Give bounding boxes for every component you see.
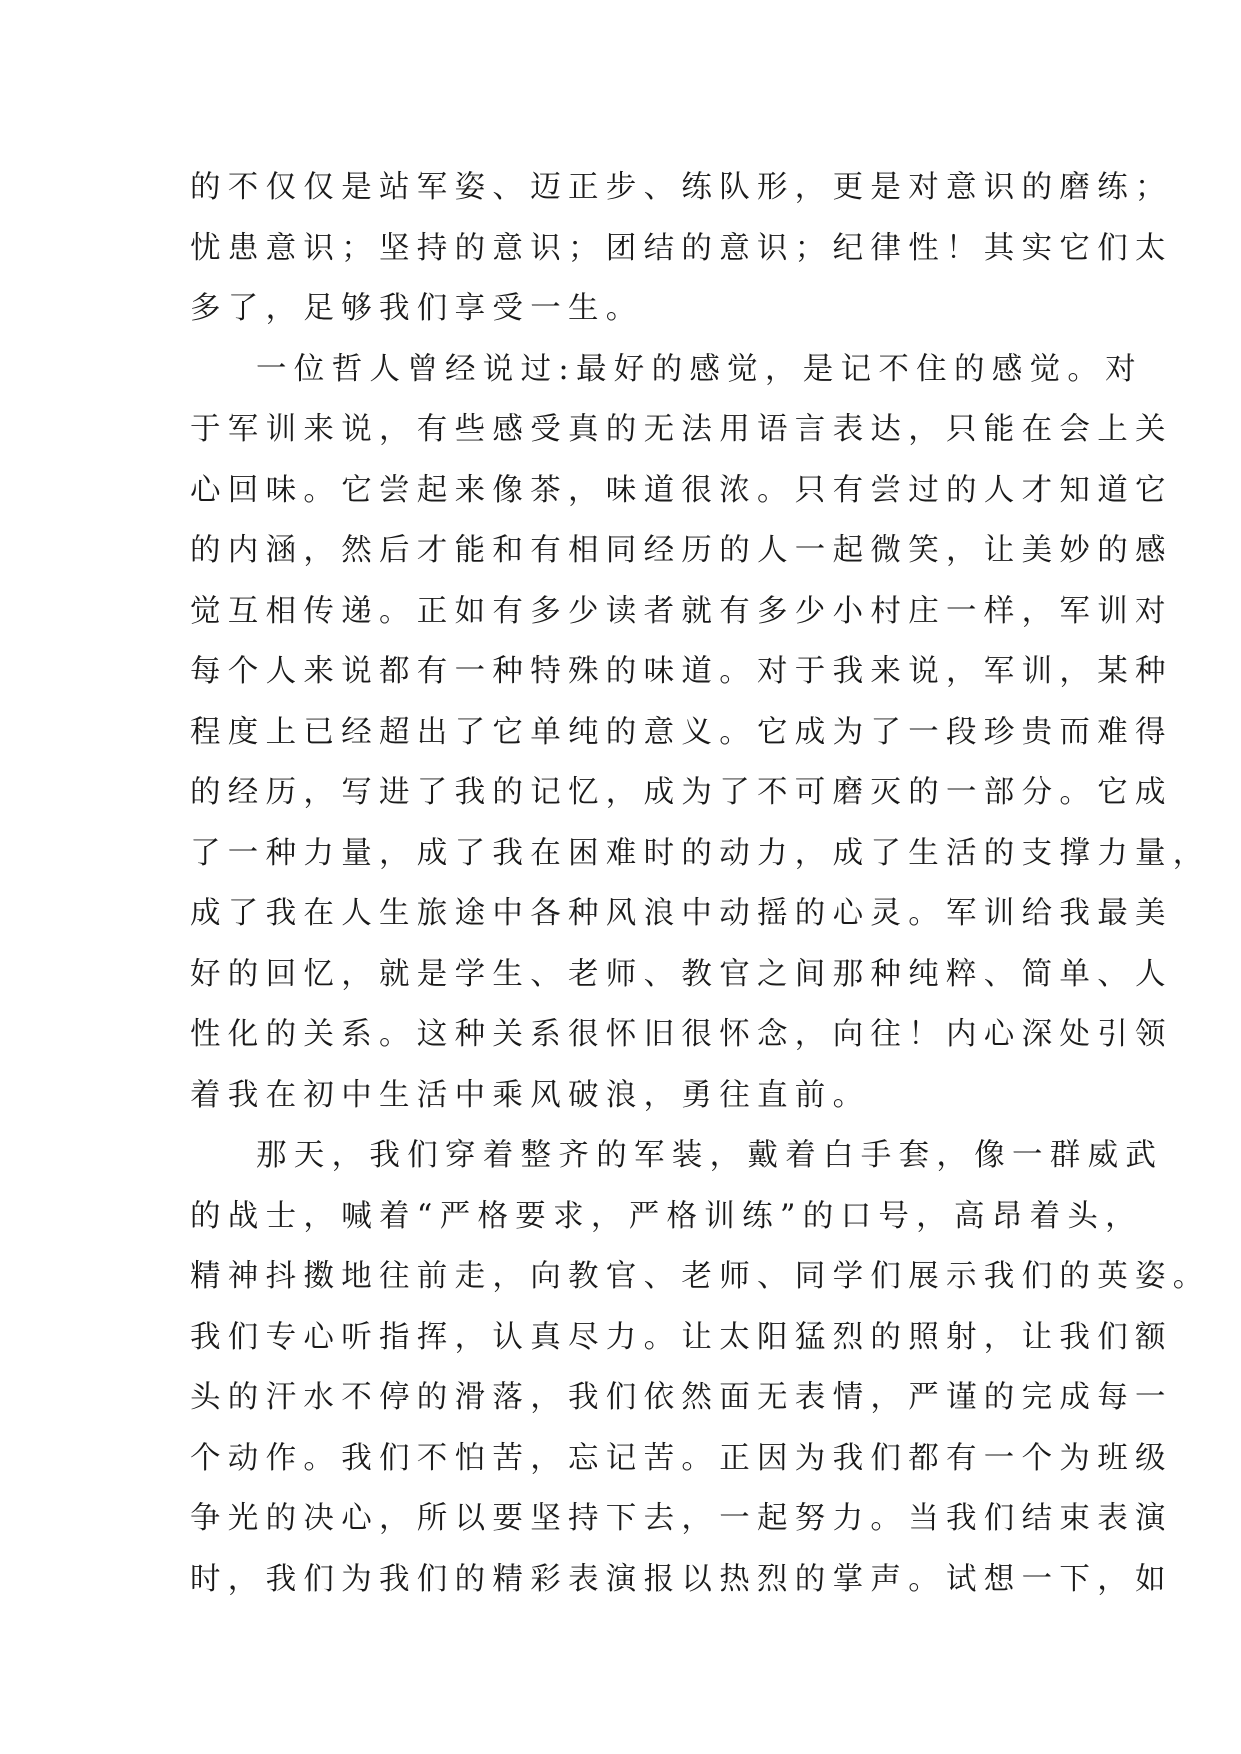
paragraph-first-line: 那天，我们穿着整齐的军装，戴着白手套，像一群威武	[256, 1138, 1164, 1173]
text-line: 的内涵，然后才能和有相同经历的人一起微笑，让美妙的感	[190, 533, 1173, 568]
text-line: 着我在初中生活中乘风破浪，勇往直前。	[190, 1077, 871, 1113]
text-line: 于军训来说，有些感受真的无法用语言表达，只能在会上关	[190, 412, 1173, 447]
text-line: 争光的决心，所以要坚持下去，一起努力。当我们结束表演	[190, 1501, 1173, 1536]
paragraph-first-line: 一位哲人曾经说过:最好的感觉，是记不住的感觉。对	[256, 351, 1143, 387]
text-line: 我们专心听指挥，认真尽力。让太阳猛烈的照射，让我们额	[190, 1319, 1173, 1355]
text-line: 的经历，写进了我的记忆，成为了不可磨灭的一部分。它成	[190, 775, 1173, 810]
text-line: 了一种力量，成了我在困难时的动力，成了生活的支撑力量，	[190, 835, 1211, 871]
text-line: 多了，足够我们享受一生。	[190, 291, 644, 326]
text-line: 程度上已经超出了它单纯的意义。它成为了一段珍贵而难得	[190, 714, 1173, 750]
text-line: 时，我们为我们的精彩表演报以热烈的掌声。试想一下，如	[190, 1561, 1173, 1597]
text-line: 觉互相传递。正如有多少读者就有多少小村庄一样，军训对	[190, 593, 1173, 629]
text-line: 精神抖擞地往前走，向教官、老师、同学们展示我们的英姿。	[190, 1259, 1211, 1294]
text-line: 好的回忆，就是学生、老师、教官之间那种纯粹、简单、人	[190, 956, 1173, 992]
text-line: 成了我在人生旅途中各种风浪中动摇的心灵。军训给我最美	[190, 896, 1173, 931]
text-line: 性化的关系。这种关系很怀旧很怀念，向往！内心深处引领	[190, 1017, 1173, 1052]
text-line: 的不仅仅是站军姿、迈正步、练队形，更是对意识的磨练；	[190, 170, 1173, 205]
text-line: 心回味。它尝起来像茶，味道很浓。只有尝过的人才知道它	[190, 472, 1173, 508]
text-line: 每个人来说都有一种特殊的味道。对于我来说，军训，某种	[190, 654, 1173, 689]
body-text	[190, 158, 1211, 1610]
text-line: 的战士，喊着“严格要求，严格训练”的口号，高昂着头，	[190, 1198, 1143, 1234]
text-line: 头的汗水不停的滑落，我们依然面无表情，严谨的完成每一	[190, 1380, 1173, 1415]
text-line: 个动作。我们不怕苦，忘记苦。正因为我们都有一个为班级	[190, 1440, 1173, 1476]
text-line: 忧患意识；坚持的意识；团结的意识；纪律性！其实它们太	[190, 230, 1173, 266]
